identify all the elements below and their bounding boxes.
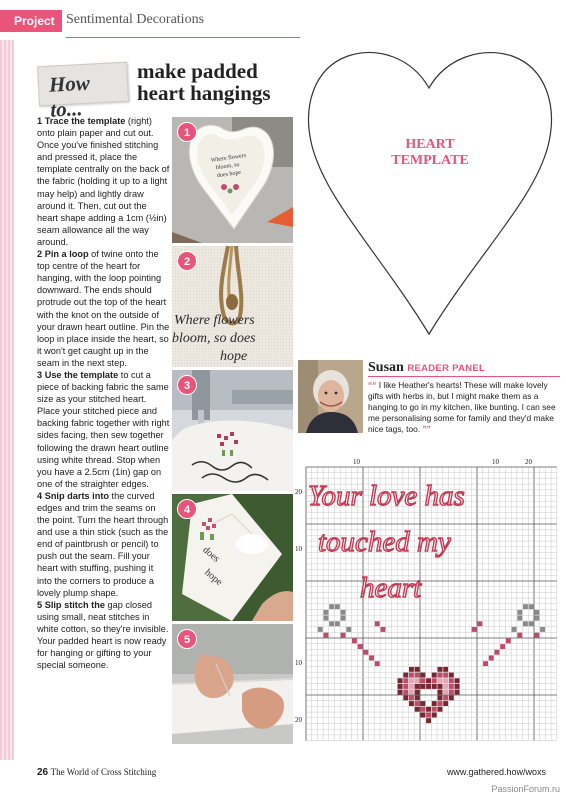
step-photo-3 [172,370,293,491]
stitch-dark [432,713,437,718]
title-line-2: heart hangings [137,81,271,105]
stitch-flower-left [346,627,351,632]
template-line-1: HEART [405,137,455,152]
stitch-mid [438,701,443,706]
stitch-mid [403,690,408,695]
stitch-mid [443,673,448,678]
stitch-flower-right [534,610,539,615]
watermark: PassionForum.ru [491,784,560,794]
stitch-flower-left [318,627,323,632]
stitch-mid [449,684,454,689]
stitch-flower-left [352,638,357,643]
stitch-mid [409,673,414,678]
page-header [0,10,566,32]
stitch-text-line-2: touched my [318,526,451,558]
stitch-dark [455,684,460,689]
stitch-flower-right [495,650,500,655]
stitch-mid [403,684,408,689]
stitch-flower-right [534,633,539,638]
stitch-dark [443,667,448,672]
heart-template [300,40,560,340]
chart-svg [295,455,562,745]
photo-badge-4: 4 [177,499,197,519]
title-line-1: make padded [137,59,258,83]
stitch-dark [403,673,408,678]
step-photo-1 [172,117,293,243]
stitch-dark [420,673,425,678]
stitch-mid [438,673,443,678]
stitch-flower-left [329,621,334,626]
photo-4-text-2: hope [202,567,225,588]
step-4: 4 Snip darts into the curved edges and trim the seams on the point. Turn the heart through and use a thin stick (such as the end of paintbrush or pencil) to push out the seam. Fill your heart with stuffing, pushing it into the corners to produce a lovely plump shape. [37,490,169,598]
quote-open: ““ [368,380,377,390]
stitch-dark [403,695,408,700]
chart-top-label-1: 10 [353,458,360,466]
stitch-light [409,684,414,689]
template-line-2: TEMPLATE [391,153,469,168]
stitch-dark [443,701,448,706]
reader-role: READER PANEL [407,363,486,374]
heart-template-label [300,137,560,169]
photo-1-text-2: bloom, so [215,161,240,172]
stitch-dark [438,707,443,712]
magazine-name: The World of Cross Stitching [50,767,157,777]
stitch-dark [455,690,460,695]
stitch-flower-right [517,610,522,615]
stitch-flower-left [358,644,363,649]
stitch-flower-right [523,604,528,609]
stitch-dark [409,667,414,672]
stitch-bud [375,621,380,626]
quote-close: ”” [422,424,431,435]
cross-stitch-chart [295,455,562,745]
photo-1-text-3: does hope [216,169,242,180]
photo-badge-3: 3 [177,375,197,395]
stitch-dark [409,701,414,706]
reader-heading [368,360,485,376]
reader-avatar [298,360,363,433]
stitch-flower-right [517,633,522,638]
stitch-flower-left [335,604,340,609]
stitch-flower-left [341,610,346,615]
stitch-light [443,678,448,683]
stitch-dark [426,707,431,712]
footer-url: www.gathered.how/woxs [446,767,546,777]
footer-left [37,767,156,778]
photo-2-text-2: bloom, so does [172,331,256,346]
chart-top-label-2: 10 [492,458,499,466]
stitch-text-line-3: heart [360,572,422,604]
photo-badge-1: 1 [177,122,197,142]
stitch-text-line-1: Your love has [308,480,465,512]
chart-left-label-1: 20 [295,488,302,496]
stitch-flower-right [529,604,534,609]
stitch-flower-right [506,638,511,643]
stitch-dark [449,673,454,678]
stitch-dark [426,684,431,689]
how-to-text: How to... [48,70,91,122]
stitch-flower-left [341,616,346,621]
stitch-flower-left [329,604,334,609]
stitch-flower-left [335,621,340,626]
stitch-mid [415,701,420,706]
step-photo-4 [172,494,293,621]
step-5: 5 Slip stitch the gap closed using small, neat stitches in white cotton, so they're invisible. Your padded heart is now ready for hanging or gifting to your special someone. [37,599,169,671]
stitch-mid [426,713,431,718]
stitch-flower-right [540,627,545,632]
stitch-mid [449,678,454,683]
stitch-flower-left [324,610,329,615]
photo-badge-5: 5 [177,629,197,649]
stitch-dark [438,695,443,700]
how-to-label [37,62,129,122]
stitch-mid [449,690,454,695]
stitch-dark [420,684,425,689]
stitch-dark [415,684,420,689]
stitch-mid [420,707,425,712]
decorative-sidebar [0,40,14,760]
stitch-light [409,690,414,695]
stitch-light [438,678,443,683]
quote-text: I like Heather's hearts! These will make lovely gifts with herbs in, but I might make them as a hanging to go in my kitchen, like bunting. I can see me personalising some for family and they'd make nice tags, too. [368,380,556,435]
chart-stitch-text [308,480,465,604]
stitch-flower-left [341,633,346,638]
stitch-mid [432,678,437,683]
chart-top-label-3: 20 [525,458,532,466]
stitch-flower-right [483,661,488,666]
photo-4-text-1: does [200,544,222,565]
stitch-light [415,678,420,683]
stitch-bud [477,621,482,626]
stitch-dark [415,690,420,695]
stitch-dark [398,690,403,695]
stitch-flower-right [512,627,517,632]
stitch-mid [420,678,425,683]
page-number: 26 [37,767,49,778]
stitch-dark [432,684,437,689]
stitch-dark [415,695,420,700]
stitch-flower-left [324,633,329,638]
stitch-dark [398,684,403,689]
stitch-mid [432,707,437,712]
step-3: 3 Use the template to cut a piece of backing fabric the same size as your stitched heart. Place your stitched piece and backing fabric together with right sides facing, then sew together following the drawn heart outline using white thread. Stop when you have a 2.5cm (1in) gap on one of the straighter edges. [37,369,170,489]
stitch-light [443,684,448,689]
stitch-bud [381,627,386,632]
stitch-flower-left [375,661,380,666]
stitch-flower-left [369,656,374,661]
stitch-dark [432,673,437,678]
step-photo-2 [172,246,293,367]
step-2: 2 Pin a loop of twine onto the top centre of the heart for hanging, with the loop pointing downward. The ends should protrude out the top of the heart with the knot on the outside of your drawn heart outline. Pin the loop in place inside the heart, so it won't get caught up in the seam in the next step. [37,249,170,368]
reader-quote [368,380,562,435]
stitch-mid [415,673,420,678]
photo-badge-2: 2 [177,251,197,271]
section-title: Sentimental Decorations [66,12,205,27]
stitch-bud [472,627,477,632]
chart-left-label-4: 20 [295,716,302,724]
reader-rule [368,376,560,377]
stitch-dark [426,718,431,723]
stitch-flower-left [363,650,368,655]
stitch-mid [403,678,408,683]
step-photo-5 [172,624,293,744]
stitch-flower-right [517,616,522,621]
section-tag: Project [0,10,62,32]
photo-2-text-3: hope [220,349,248,364]
stitch-light [409,678,414,683]
heart-template-outline [309,53,552,334]
stitch-flower-right [529,621,534,626]
stitch-dark [420,713,425,718]
header-rule [66,37,300,38]
photo-2-text-1: Where flowers [174,313,255,328]
stitch-light [443,690,448,695]
stitch-dark [415,667,420,672]
instruction-steps [37,115,170,671]
stitch-dark [438,690,443,695]
stitch-mid [409,695,414,700]
stitch-dark [438,667,443,672]
reader-panel [298,360,560,433]
stitch-flower-right [523,621,528,626]
stitch-dark [449,695,454,700]
stitch-mid [443,695,448,700]
stitch-dark [420,701,425,706]
reader-name: Susan [368,360,404,375]
stitch-dark [415,707,420,712]
stitch-flower-right [534,616,539,621]
chart-left-label-3: 10 [295,659,302,667]
stitch-dark [438,684,443,689]
photo-1-text-1: Where flowers [210,152,247,164]
stitch-dark [432,701,437,706]
stitch-flower-right [500,644,505,649]
stitch-flower-right [489,656,494,661]
step-1: 1 Trace the template (right) onto plain paper and cut out. Once you've finished stitching and pressed it, place the template centrally on the back of the fabric (holding it up to a light may help) and lightly draw around it. Then, cut out the heart shape adding a 1cm (½in) seam allowance all the way around. [37,116,170,247]
article-title [137,60,307,104]
stitch-dark [426,678,431,683]
chart-left-label-2: 10 [295,545,302,553]
stitch-dark [455,678,460,683]
stitch-flower-left [324,616,329,621]
stitch-dark [398,678,403,683]
